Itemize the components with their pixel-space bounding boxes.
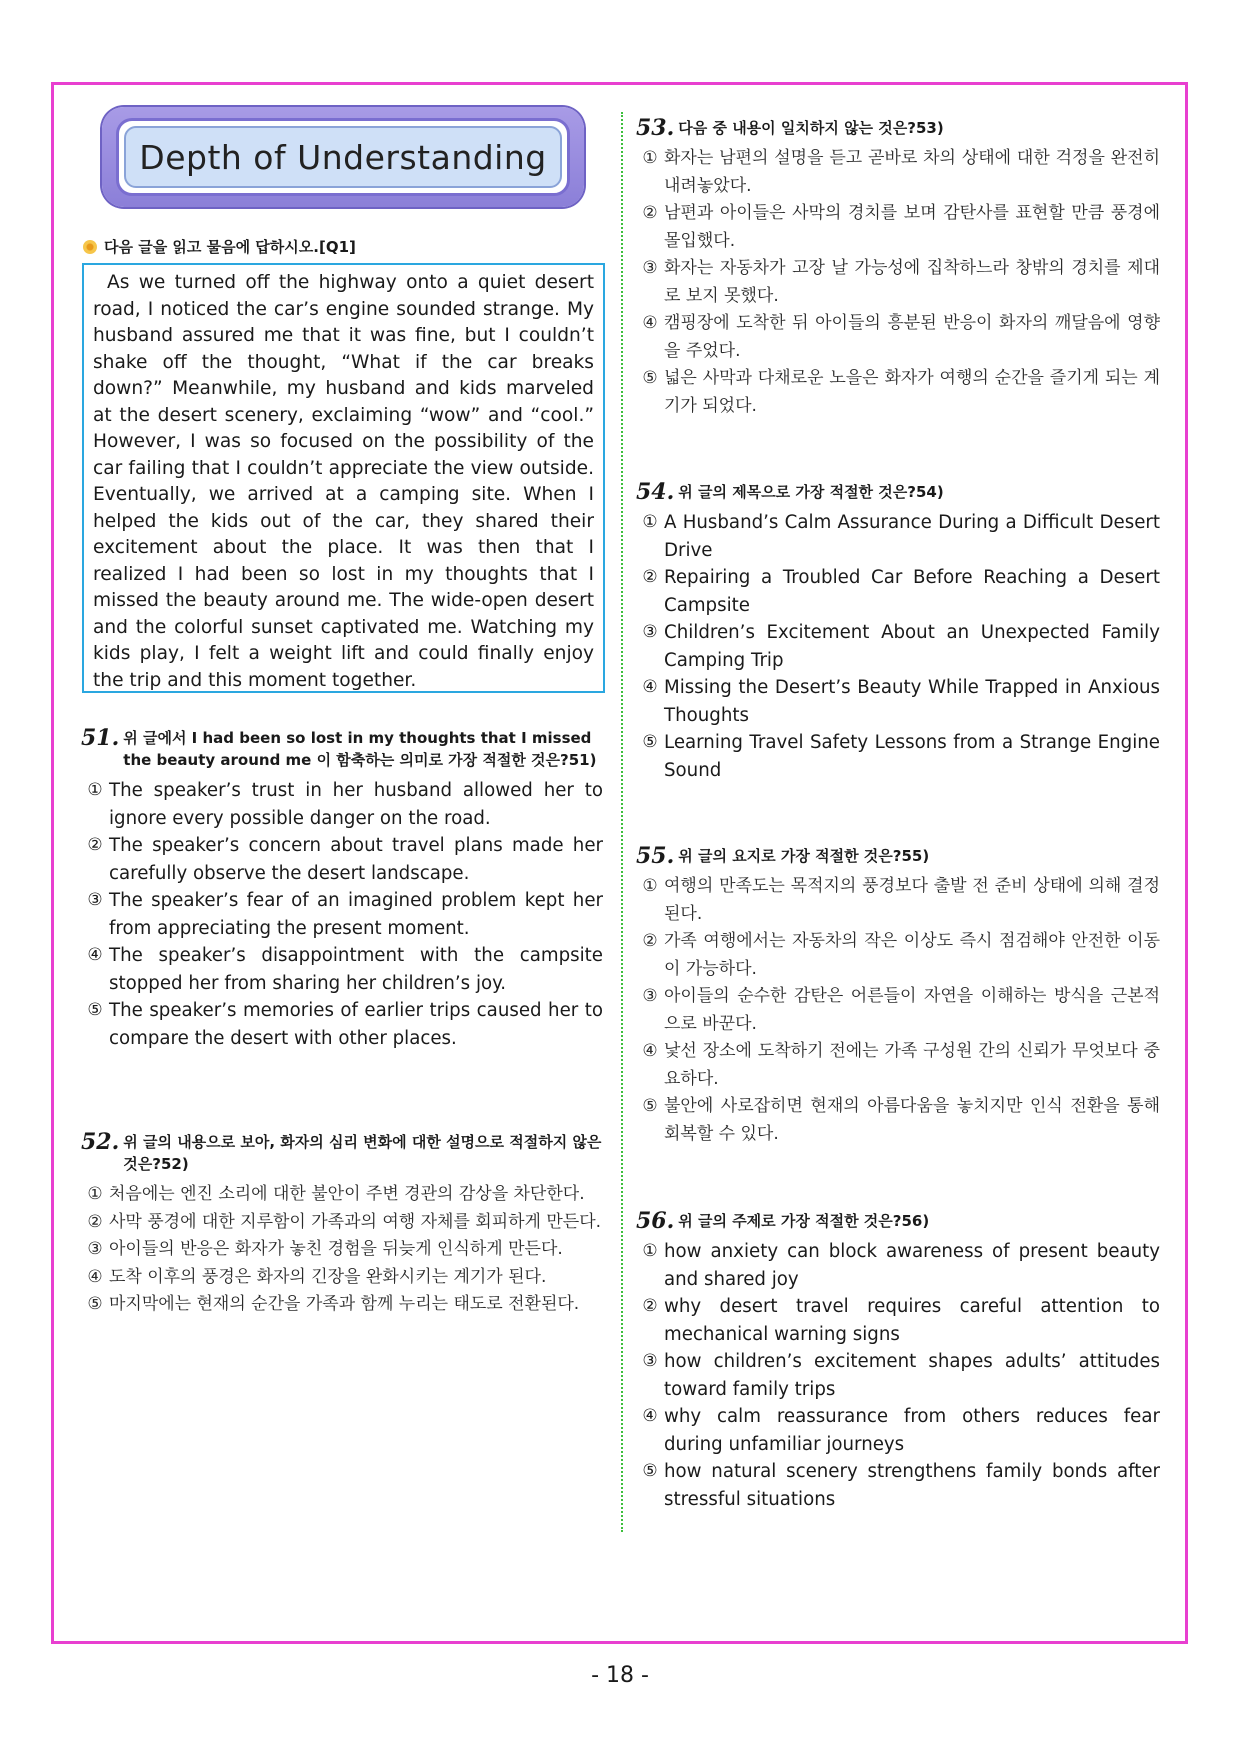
option-5[interactable]: ⑤ 불안에 사로잡히면 현재의 아름다움을 놓치지만 인식 전환을 통해 회복할 수 있다. — [642, 1096, 1160, 1144]
question-number: 54. — [636, 479, 675, 505]
question-stem: 위 글의 내용으로 보아, 화자의 심리 변화에 대한 설명으로 적절하지 않은 것은?52) — [123, 1133, 602, 1173]
passage-text: As we turned off the highway onto a quiet desert road, I noticed the car’s engine sounded strange. My husband assured me that it was fine, but I couldn’t shake off the thought, “What if the car breaks down?” Meanwhile, my husband and kids marveled at the desert scenery, exclaiming “wow” and “cool.” However, I was so focused on the possibility of the car failing that I couldn’t appreciate the view outside. Eventually, we arrived at a camping site. When I helped the kids out of the car, they shared their excitement about the place. It was then that I realized I had been so lost in my thoughts that I missed the beauty around me. The wide-open desert and the colorful sunset captivated me. Watching my kids play, I felt a weight lift and could finally enjoy the trip and this moment together. — [93, 272, 594, 691]
page-number: - 18 - — [591, 1663, 649, 1688]
question-number: 51. — [81, 725, 120, 751]
option-2[interactable]: ② 가족 여행에서는 자동차의 작은 이상도 즉시 점검해야 안전한 이동이 가능하다. — [642, 931, 1160, 979]
option-3[interactable]: ③ 아이들의 반응은 화자가 놓친 경험을 뒤늦게 인식하게 만든다. — [87, 1239, 563, 1259]
question-54 — [636, 481, 1160, 784]
option-3[interactable]: ③ 아이들의 순수한 감탄은 어른들이 자연을 이해하는 방식을 근본적으로 바꾼다. — [642, 986, 1160, 1034]
option-5[interactable]: ⑤ The speaker’s memories of earlier trips caused her to compare the desert with other places. — [87, 1000, 603, 1049]
question-stem: 위 글에서 I had been so lost in my thoughts that I missed the beauty around me 이 함축하는 의미로 가장 적절한 것은?51) — [123, 729, 597, 769]
option-3[interactable]: ③ how children’s excitement shapes adults’ attitudes toward family trips — [642, 1351, 1160, 1400]
option-2[interactable]: ② 사막 풍경에 대한 지루함이 가족과의 여행 자체를 회피하게 만든다. — [87, 1211, 602, 1232]
column-divider — [621, 112, 623, 1532]
question-55 — [636, 845, 1160, 1148]
option-1[interactable]: ① 화자는 남편의 설명을 듣고 곧바로 차의 상태에 대한 걱정을 완전히 내려놓았다. — [642, 148, 1160, 196]
option-1[interactable]: ① 처음에는 엔진 소리에 대한 불안이 주변 경관의 감상을 차단한다. — [87, 1184, 585, 1204]
question-56 — [636, 1210, 1160, 1513]
option-2[interactable]: ② why desert travel requires careful attention to mechanical warning signs — [642, 1296, 1160, 1345]
question-stem: 위 글의 요지로 가장 적절한 것은?55) — [678, 847, 930, 865]
option-2[interactable]: ② Repairing a Troubled Car Before Reaching a Desert Campsite — [642, 567, 1160, 616]
option-4[interactable]: ④ why calm reassurance from others reduces fear during unfamiliar journeys — [642, 1406, 1160, 1455]
option-5[interactable]: ⑤ how natural scenery strengthens family bonds after stressful situations — [642, 1461, 1160, 1510]
question-stem: 위 글의 제목으로 가장 적절한 것은?54) — [678, 483, 944, 501]
option-1[interactable]: ① how anxiety can block awareness of present beauty and shared joy — [642, 1241, 1160, 1290]
option-4[interactable]: ④ Missing the Desert’s Beauty While Trapped in Anxious Thoughts — [642, 677, 1160, 726]
option-1[interactable]: ① The speaker’s trust in her husband allowed her to ignore every possible danger on the road. — [87, 780, 603, 829]
option-4[interactable]: ④ The speaker’s disappointment with the campsite stopped her from sharing her children’s joy. — [87, 945, 603, 994]
option-4[interactable]: ④ 도착 이후의 풍경은 화자의 긴장을 완화시키는 계기가 된다. — [87, 1266, 547, 1287]
reading-passage — [82, 263, 605, 693]
question-stem: 위 글의 주제로 가장 적절한 것은?56) — [678, 1212, 930, 1230]
option-2[interactable]: ② The speaker’s concern about travel plans made her carefully observe the desert landscape. — [87, 835, 603, 884]
option-5[interactable]: ⑤ Learning Travel Safety Lessons from a Strange Engine Sound — [642, 732, 1160, 781]
question-number: 53. — [636, 115, 675, 141]
option-2[interactable]: ② 남편과 아이들은 사막의 경치를 보며 감탄사를 표현할 만큼 풍경에 몰입했다. — [642, 203, 1160, 251]
option-1[interactable]: ① A Husband’s Calm Assurance During a Difficult Desert Drive — [642, 512, 1160, 561]
option-3[interactable]: ③ The speaker’s fear of an imagined problem kept her from appreciating the present moment. — [87, 890, 603, 939]
question-stem: 다음 중 내용이 일치하지 않는 것은?53) — [678, 119, 944, 137]
option-3[interactable]: ③ 화자는 자동차가 고장 날 가능성에 집착하느라 창밖의 경치를 제대로 보지 못했다. — [642, 258, 1160, 306]
question-number: 55. — [636, 843, 675, 869]
option-3[interactable]: ③ Children’s Excitement About an Unexpected Family Camping Trip — [642, 622, 1160, 671]
flower-icon — [82, 239, 98, 255]
option-4[interactable]: ④ 낯선 장소에 도착하기 전에는 가족 구성원 간의 신뢰가 무엇보다 중요하다. — [642, 1041, 1160, 1089]
option-5[interactable]: ⑤ 마지막에는 현재의 순간을 가족과 함께 누리는 태도로 전환된다. — [87, 1294, 580, 1314]
question-53 — [636, 117, 1160, 420]
option-5[interactable]: ⑤ 넓은 사막과 다채로운 노을은 화자가 여행의 순간을 즐기게 되는 계기가 되었다. — [642, 368, 1160, 416]
instruction-text: 다음 글을 읽고 물음에 답하시오.[Q1] — [104, 238, 356, 256]
banner-title: Depth of Understanding — [139, 137, 547, 177]
option-1[interactable]: ① 여행의 만족도는 목적지의 풍경보다 출발 전 준비 상태에 의해 결정된다. — [642, 876, 1160, 924]
question-52 — [81, 1131, 603, 1319]
question-51 — [81, 727, 603, 1052]
section-banner — [102, 107, 584, 207]
question-number: 56. — [636, 1208, 675, 1234]
instruction — [82, 236, 356, 257]
question-number: 52. — [81, 1129, 120, 1155]
option-4[interactable]: ④ 캠핑장에 도착한 뒤 아이들의 흥분된 반응이 화자의 깨달음에 영향을 주었다. — [642, 313, 1160, 361]
